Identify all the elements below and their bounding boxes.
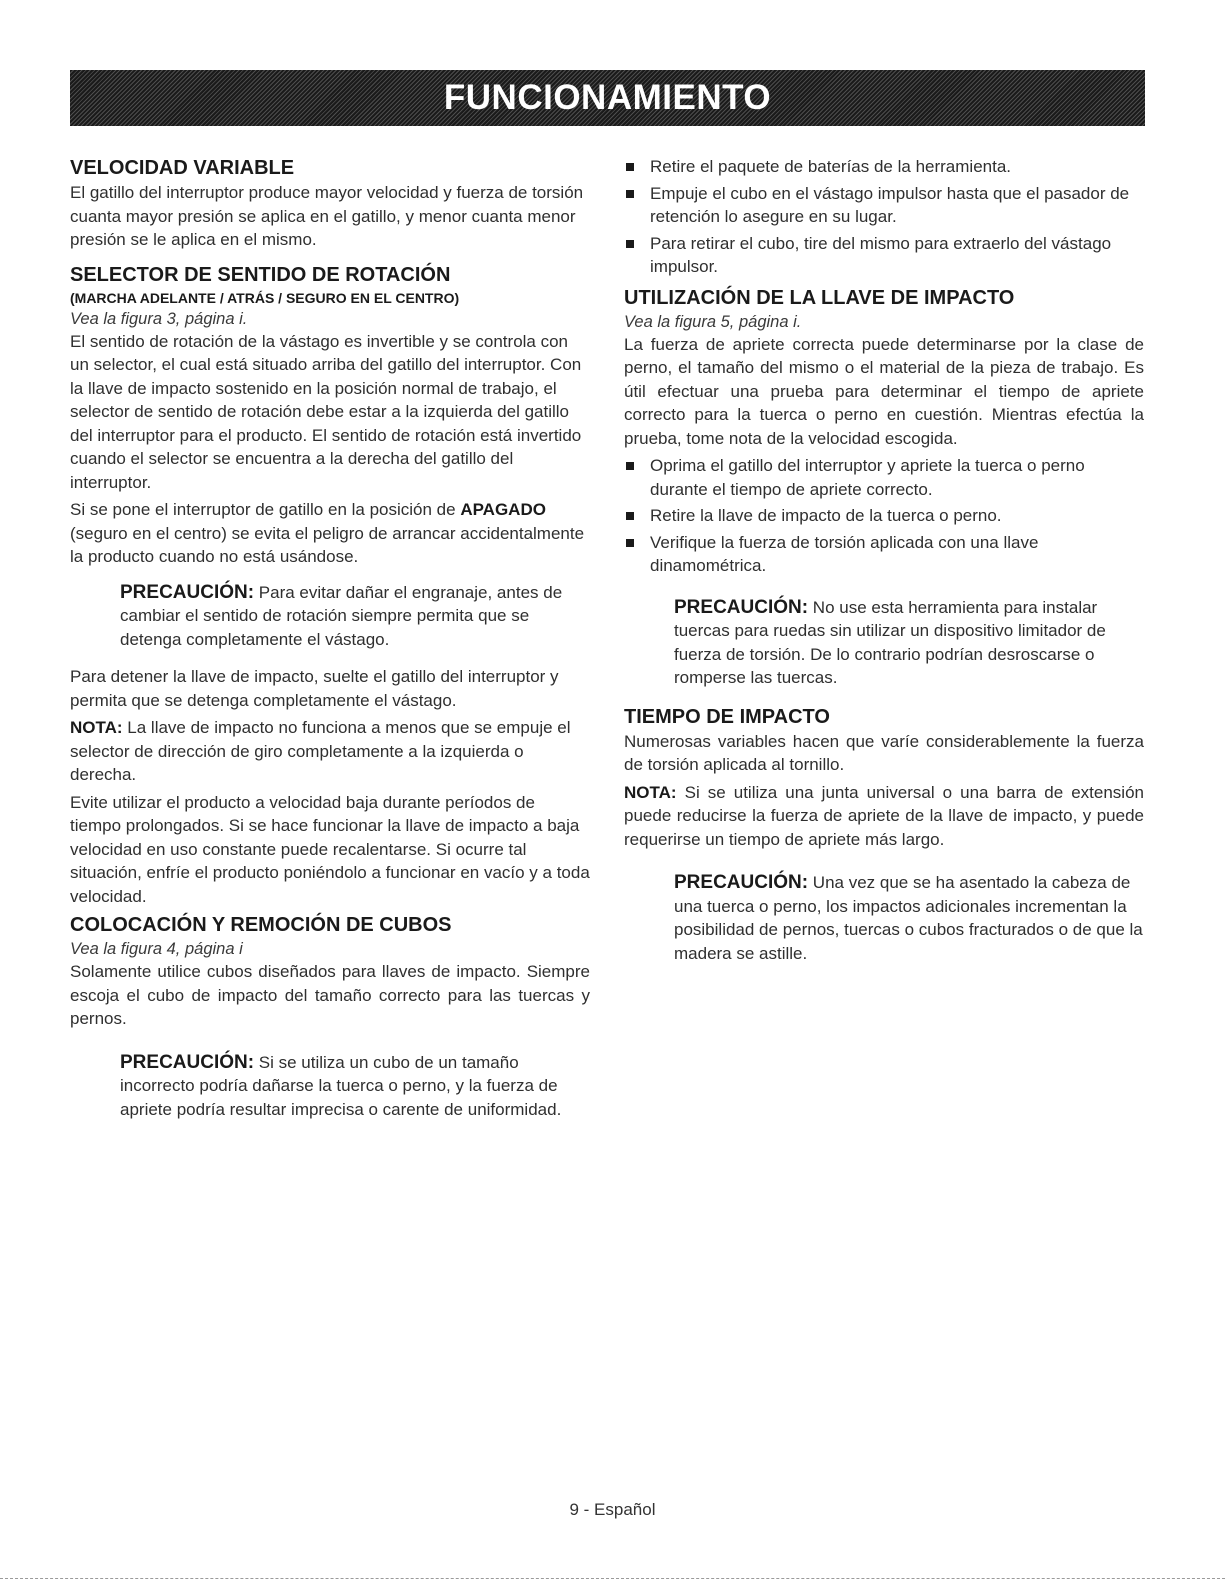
- square-bullet-icon: [626, 512, 634, 520]
- paragraph-apagado-text-1: Si se pone el interruptor de gatillo en la posición de: [70, 500, 461, 519]
- paragraph-apagado: [70, 498, 590, 569]
- paragraph-sentido-rotacion: El sentido de rotación de la vástago es invertible y se controla con un selector, el cual está situado arriba del gatillo del interruptor. Con la llave de impacto sostenido en la posición normal de trabajo, el selector de sentido de rotación debe estar a la izquierda del gatillo del interruptor para el producto. El sentido de rotación está invertido cuando el selector se encuentra a la derecha del gatillo del interruptor.: [70, 331, 582, 492]
- caution-text: Si se utiliza un cubo de un tamaño incorrecto podría dañarse la tuerca o perno, y la fuerza de apriete podría resultar imprecisa o carente de uniformidad.: [120, 1052, 562, 1119]
- caution-text: No use esta herramienta para instalar tuercas para ruedas sin utilizar un dispositivo limitador de fuerza de torsión. De lo contrario podrían desroscarse o romperse las tuercas.: [674, 597, 1106, 687]
- page-number: 9 - Español: [569, 1500, 656, 1519]
- paragraph-apagado-text-2: (seguro en el centro) se evita el peligro de arrancar accidentalmente la producto cuando no está usándose.: [70, 523, 585, 566]
- list-item-text: Verifique la fuerza de torsión aplicada con una llave dinamométrica.: [650, 532, 1039, 575]
- note-paragraph: [624, 781, 1144, 852]
- list-item-text: Para retirar el cubo, tire del mismo para extraerlo del vástago impulsor.: [650, 233, 1112, 276]
- caution-label: PRECAUCIÓN:: [674, 596, 809, 618]
- paragraph-variables: Numerosas variables hacen que varíe considerablemente la fuerza de torsión aplicada al tornillo.: [624, 731, 1144, 774]
- paragraph-velocidad-baja: Evite utilizar el producto a velocidad baja durante períodos de tiempo prolongados. Si se hace funcionar la llave de impacto a baja velocidad en uso constante puede recalentarse. Si ocurre tal situación, enfríe el producto poniéndolo a funcionar en vacío y a toda velocidad.: [70, 792, 590, 906]
- square-bullet-icon: [626, 190, 634, 198]
- list-item-text: Retire la llave de impacto de la tuerca o perno.: [650, 506, 1002, 525]
- list-item-text: Oprima el gatillo del interruptor y apriete la tuerca o perno durante el tiempo de apriete correcto.: [650, 456, 1085, 499]
- list-item: [624, 454, 1144, 501]
- caution-label: PRECAUCIÓN:: [120, 581, 255, 603]
- heading-selector-sentido: SELECTOR DE SENTIDO DE ROTACIÓN: [70, 263, 451, 286]
- square-bullet-icon: [626, 163, 634, 171]
- caution-text: Para evitar dañar el engranaje, antes de cambiar el sentido de rotación siempre permita que se detenga completamente el vástago.: [120, 582, 563, 649]
- heading-utilizacion-llave: UTILIZACIÓN DE LA LLAVE DE IMPACTO: [624, 286, 1015, 309]
- section-banner: [70, 70, 1145, 126]
- paragraph-fuerza-apriete: La fuerza de apriete correcta puede determinarse por la clase de perno, el tamaño del mismo o el material de la pieza de trabajo. Es útil efectuar una prueba para determinar el tiempo de apriete correcto para la tuerca o perno en cuestión. Mientras efectúa la prueba, tome nota de la velocidad escogida.: [624, 334, 1144, 448]
- list-item: [624, 232, 1144, 279]
- right-column: [624, 155, 1144, 979]
- heading-tiempo-impacto: TIEMPO DE IMPACTO: [624, 705, 830, 728]
- list-item: [624, 531, 1144, 578]
- list-item: [624, 155, 1144, 179]
- heading-velocidad-variable: VELOCIDAD VARIABLE: [70, 157, 295, 179]
- figure-reference: Vea la figura 5, página i.: [624, 312, 802, 331]
- caution-block: [120, 1051, 590, 1122]
- apagado-emphasis: APAGADO: [460, 500, 546, 519]
- bullet-list-cubos: [624, 155, 1144, 279]
- square-bullet-icon: [626, 462, 634, 470]
- caution-label: PRECAUCIÓN:: [120, 1051, 255, 1073]
- list-item: [624, 182, 1144, 229]
- bullet-list-apriete: [624, 454, 1144, 578]
- note-label: NOTA:: [70, 718, 123, 737]
- paragraph-cubos: Solamente utilice cubos diseñados para llaves de impacto. Siempre escoja el cubo de impacto del tamaño correcto para las tuercas y pernos.: [70, 962, 590, 1028]
- square-bullet-icon: [626, 539, 634, 547]
- paragraph-velocidad: El gatillo del interruptor produce mayor velocidad y fuerza de torsión cuanta mayor presión se aplica en el gatillo, y menor cuanta menor presión se le aplica en el mismo.: [70, 183, 584, 249]
- caution-block: [674, 596, 1144, 690]
- caution-label: PRECAUCIÓN:: [674, 872, 809, 893]
- list-item: [624, 504, 1144, 528]
- list-item-text: Empuje el cubo en el vástago impulsor hasta que el pasador de retención lo asegure en su lugar.: [650, 183, 1130, 226]
- list-item-text: Retire el paquete de baterías de la herramienta.: [650, 157, 1012, 176]
- banner-title: FUNCIONAMIENTO: [443, 78, 772, 117]
- left-column: [70, 155, 590, 1135]
- square-bullet-icon: [626, 240, 634, 248]
- caution-block: [120, 581, 590, 652]
- note-text: Si se utiliza una junta universal o una barra de extensión puede reducirse la fuerza de apriete de la llave de impacto, y puede requerirse un tiempo de apriete más largo.: [624, 782, 1144, 849]
- paragraph-detener: Para detener la llave de impacto, suelte el gatillo del interruptor y permita que se detenga completamente el vástago.: [70, 667, 559, 710]
- heading-colocacion-cubos: COLOCACIÓN Y REMOCIÓN DE CUBOS: [70, 914, 452, 936]
- note-paragraph: [70, 716, 590, 787]
- page-bottom-divider: [0, 1578, 1225, 1579]
- note-label: NOTA:: [624, 782, 677, 802]
- subheading-selector: (MARCHA ADELANTE / ATRÁS / SEGURO EN EL CENTRO): [70, 289, 460, 306]
- caution-block: [674, 871, 1144, 965]
- note-text: La llave de impacto no funciona a menos que se empuje el selector de dirección de giro completamente a la izquierda o derecha.: [70, 718, 571, 784]
- caution-text: Una vez que se ha asentado la cabeza de una tuerca o perno, los impactos adicionales incrementan la posibilidad de pernos, tuercas o cubos fracturados o de que la madera se astille.: [674, 873, 1143, 963]
- figure-reference: Vea la figura 4, página i: [70, 940, 243, 958]
- figure-reference: Vea la figura 3, página i.: [70, 309, 248, 328]
